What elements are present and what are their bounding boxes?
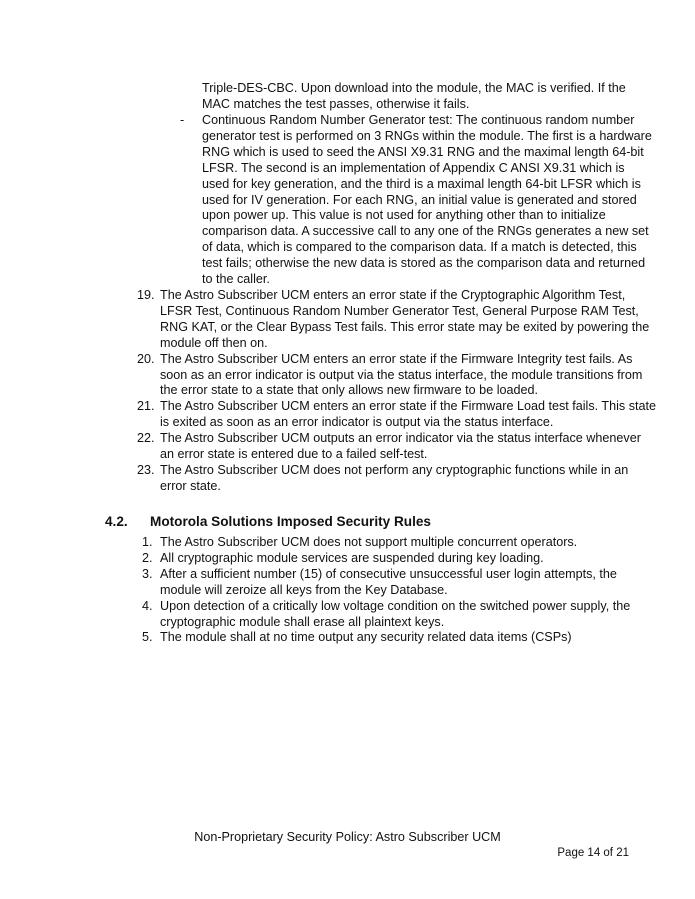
list-item-text: The module shall at no time output any security related data items (CSPs) — [160, 630, 572, 645]
list-item — [0, 463, 656, 495]
list-item-number: 23. — [137, 462, 155, 477]
list-item-number: 19. — [137, 288, 155, 302]
list-item-number: 20. — [137, 351, 155, 366]
list-item-number: 1. — [142, 535, 153, 549]
list-item-text: The Astro Subscriber UCM enters an error state if the Cryptographic Algorithm Test, LFSR Test, Continuous Random Number Generator Test, General Purpose RAM Test, RNG KAT, or the Clear Bypass Test fails. This error state may be exited by powering the module off then on. — [160, 288, 650, 350]
list-item-number: 3. — [142, 566, 153, 581]
list-item — [0, 567, 656, 599]
sub-list-continuation: Triple-DES-CBC. Upon download into the module, the MAC is verified. If the MAC matches the test passes, otherwise it fails. — [202, 81, 626, 111]
list-item — [0, 630, 656, 646]
list-item-number: 21. — [137, 399, 155, 414]
list-item — [0, 599, 656, 631]
list-item-text: The Astro Subscriber UCM enters an error state if the Firmware Integrity test fails. As soon as an error indicator is output via the status interface, the module transitions from the error state to a state that only allows new firmware to be loaded. — [160, 351, 643, 398]
list-item-text: The Astro Subscriber UCM does not perform any cryptographic functions while in an error state. — [160, 462, 629, 493]
list-item — [0, 551, 656, 567]
list-item-number: 22. — [137, 431, 155, 446]
list-item — [0, 431, 656, 463]
security-rules-list — [0, 535, 695, 646]
section-number: 4.2. — [105, 514, 128, 529]
list-item-number: 2. — [142, 550, 153, 565]
list-item-number: 5. — [142, 630, 153, 645]
section-title: Motorola Solutions Imposed Security Rules — [150, 514, 431, 529]
self-test-error-list — [0, 288, 695, 495]
sub-list-item-crng-test: Continuous Random Number Generator test: The continuous random number generator test is performed on 3 RNGs within the module. The first is a hardware RNG which is used to seed the ANSI X9.31 RNG and the maximal length 64-bit LFSR. The second is an implementation of Appendix C ANSI X9.31 which is used for key generation, and the third is a maximal length 64-bit LFSR which is used for IV generation. For each RNG, an initial value is generated and stored upon power up. This value is not used for anything other than to initialize comparison data. A successive call to any one of the RNGs generates a new set of data, which is compared to the comparison data. If a match is detected, this test fails; otherwise the new data is stored as the comparison data and returned to the caller. — [202, 113, 652, 287]
sub-list-dash-marker: - — [180, 113, 185, 127]
list-item — [0, 399, 656, 431]
list-item-text: After a sufficient number (15) of consecutive unsuccessful user login attempts, the module will zeroize all keys from the Key Database. — [160, 566, 617, 597]
page-number: Page 14 of 21 — [557, 847, 629, 859]
list-item-text: The Astro Subscriber UCM enters an error state if the Firmware Load test fails. This state is exited as soon as an error indicator is output via the status interface. — [160, 399, 657, 430]
list-item — [0, 352, 656, 400]
list-item-text: The Astro Subscriber UCM does not support multiple concurrent operators. — [160, 535, 578, 549]
list-item — [0, 535, 656, 551]
list-item-number: 4. — [142, 598, 153, 613]
list-item — [0, 288, 656, 352]
list-item-text: All cryptographic module services are suspended during key loading. — [160, 550, 544, 565]
footer-title: Non-Proprietary Security Policy: Astro Subscriber UCM — [194, 830, 501, 844]
list-item-text: The Astro Subscriber UCM outputs an error indicator via the status interface whenever an error state is entered due to a failed self-test. — [160, 431, 641, 462]
list-item-text: Upon detection of a critically low voltage condition on the switched power supply, the cryptographic module shall erase all plaintext keys. — [160, 598, 631, 629]
